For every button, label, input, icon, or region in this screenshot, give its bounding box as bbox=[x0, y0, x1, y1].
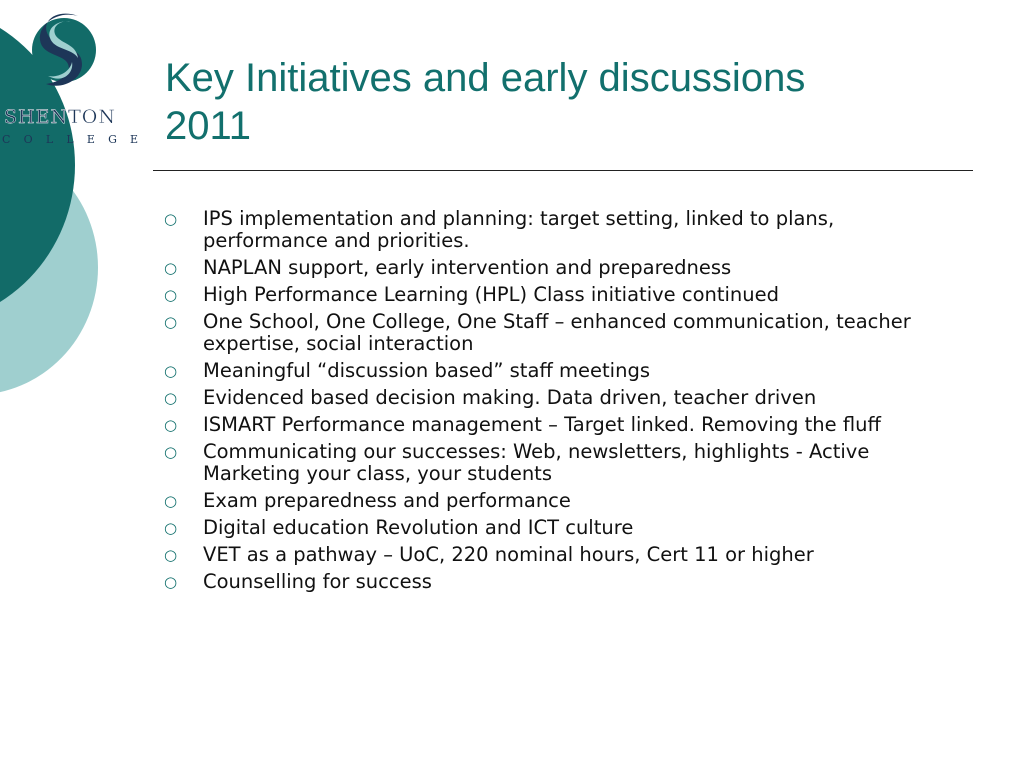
hollow-circle-bullet-icon: ○ bbox=[164, 573, 178, 591]
hollow-circle-bullet-icon: ○ bbox=[164, 286, 178, 304]
bullet-text: High Performance Learning (HPL) Class initiative continued bbox=[203, 283, 780, 306]
bullet-item bbox=[162, 571, 962, 593]
bullet-item bbox=[162, 208, 962, 252]
hollow-circle-bullet-icon: ○ bbox=[164, 362, 178, 380]
hollow-circle-bullet-icon: ○ bbox=[164, 313, 178, 331]
bullet-item bbox=[162, 257, 962, 279]
hollow-circle-bullet-icon: ○ bbox=[164, 443, 178, 461]
bullet-text: Exam preparedness and performance bbox=[203, 489, 571, 512]
bullet-list bbox=[162, 208, 962, 598]
bullet-item bbox=[162, 414, 962, 436]
bullet-text: Meaningful “discussion based” staff meetings bbox=[203, 359, 650, 382]
bullet-text: One School, One College, One Staff – enhanced communication, teacher expertise, social interaction bbox=[203, 310, 911, 355]
hollow-circle-bullet-icon: ○ bbox=[164, 389, 178, 407]
s-swirl-logo-icon bbox=[28, 6, 100, 96]
bullet-item bbox=[162, 360, 962, 382]
bullet-item bbox=[162, 517, 962, 539]
hollow-circle-bullet-icon: ○ bbox=[164, 210, 178, 228]
bullet-item bbox=[162, 544, 962, 566]
hollow-circle-bullet-icon: ○ bbox=[164, 259, 178, 277]
title-divider bbox=[153, 170, 973, 171]
slide-title bbox=[165, 54, 975, 150]
logo-name-text: SHENTON bbox=[4, 106, 116, 128]
bullet-text: Evidenced based decision making. Data driven, teacher driven bbox=[203, 386, 817, 409]
bullet-item bbox=[162, 387, 962, 409]
bullet-text: Counselling for success bbox=[203, 570, 432, 593]
hollow-circle-bullet-icon: ○ bbox=[164, 519, 178, 537]
logo-subname-text: COLLEGE bbox=[2, 133, 152, 146]
slide-title-line2: 2011 bbox=[165, 104, 252, 148]
bullet-text: Communicating our successes: Web, newsletters, highlights - Active Marketing your class, your students bbox=[203, 440, 870, 485]
hollow-circle-bullet-icon: ○ bbox=[164, 546, 178, 564]
bullet-item bbox=[162, 311, 962, 355]
slide-title-line1: Key Initiatives and early discussions bbox=[165, 56, 806, 100]
bullet-text: IPS implementation and planning: target setting, linked to plans, performance and priorities. bbox=[203, 207, 835, 252]
bullet-text: Digital education Revolution and ICT culture bbox=[203, 516, 634, 539]
bullet-text: VET as a pathway – UoC, 220 nominal hours, Cert 11 or higher bbox=[203, 543, 814, 566]
college-logo bbox=[0, 0, 152, 160]
bullet-item bbox=[162, 490, 962, 512]
bullet-item bbox=[162, 441, 962, 485]
bullet-text: ISMART Performance management – Target linked. Removing the fluff bbox=[203, 413, 881, 436]
bullet-item bbox=[162, 284, 962, 306]
hollow-circle-bullet-icon: ○ bbox=[164, 416, 178, 434]
hollow-circle-bullet-icon: ○ bbox=[164, 492, 178, 510]
bullet-text: NAPLAN support, early intervention and preparedness bbox=[203, 256, 732, 279]
